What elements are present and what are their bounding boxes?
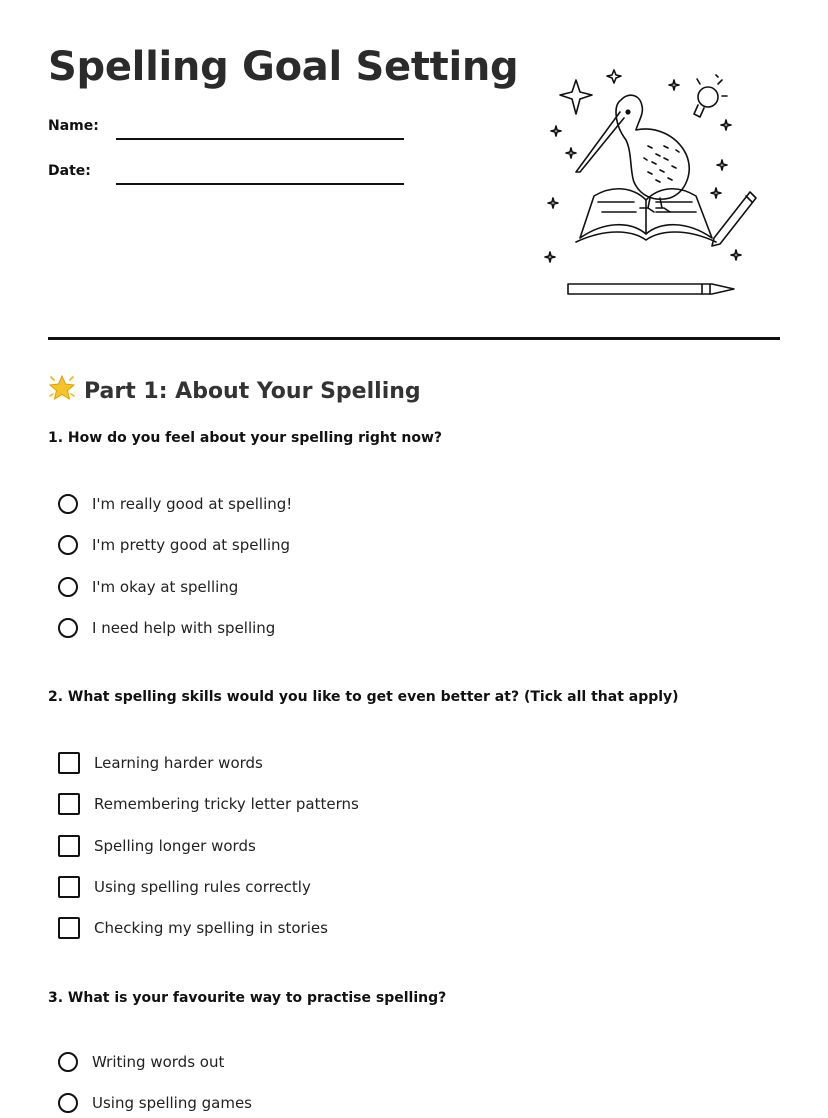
q1-option-1[interactable] bbox=[58, 492, 292, 516]
question-3: 3. What is your favourite way to practise spelling? bbox=[48, 990, 447, 1006]
option-label: I need help with spelling bbox=[92, 619, 276, 637]
q3-option-2[interactable] bbox=[58, 1091, 252, 1115]
radio-button[interactable] bbox=[58, 494, 78, 514]
option-label: Using spelling rules correctly bbox=[94, 878, 311, 896]
option-label: I'm really good at spelling! bbox=[92, 495, 293, 513]
option-label: Writing words out bbox=[92, 1053, 225, 1071]
page-title: Spelling Goal Setting bbox=[48, 44, 519, 90]
checkbox[interactable] bbox=[58, 876, 80, 898]
q2-option-5[interactable] bbox=[58, 916, 328, 940]
glowing-star-icon bbox=[48, 374, 76, 402]
date-label: Date: bbox=[48, 163, 91, 179]
checkbox[interactable] bbox=[58, 917, 80, 939]
option-label: Using spelling games bbox=[92, 1094, 252, 1112]
name-field bbox=[48, 118, 99, 134]
kiwi-reading-book-icon bbox=[536, 62, 762, 312]
radio-button[interactable] bbox=[58, 1093, 78, 1113]
name-write-line[interactable] bbox=[116, 138, 404, 140]
radio-button[interactable] bbox=[58, 1052, 78, 1072]
checkbox[interactable] bbox=[58, 752, 80, 774]
radio-button[interactable] bbox=[58, 618, 78, 638]
option-label: Spelling longer words bbox=[94, 837, 256, 855]
q3-option-1[interactable] bbox=[58, 1050, 224, 1074]
section-divider bbox=[48, 337, 780, 340]
radio-button[interactable] bbox=[58, 577, 78, 597]
option-label: Learning harder words bbox=[94, 754, 263, 772]
checkbox[interactable] bbox=[58, 835, 80, 857]
name-label: Name: bbox=[48, 118, 99, 134]
radio-button[interactable] bbox=[58, 535, 78, 555]
option-label: Checking my spelling in stories bbox=[94, 919, 328, 937]
option-label: I'm pretty good at spelling bbox=[92, 536, 291, 554]
checkbox[interactable] bbox=[58, 793, 80, 815]
question-2: 2. What spelling skills would you like to get even better at? (Tick all that apply) bbox=[48, 689, 679, 705]
q2-option-4[interactable] bbox=[58, 875, 311, 899]
q1-option-2[interactable] bbox=[58, 533, 290, 557]
q2-option-3[interactable] bbox=[58, 834, 256, 858]
part1-heading bbox=[48, 374, 421, 404]
date-field bbox=[48, 163, 91, 179]
q1-option-4[interactable] bbox=[58, 616, 275, 640]
part1-heading-text: Part 1: About Your Spelling bbox=[84, 379, 421, 404]
question-1: 1. How do you feel about your spelling right now? bbox=[48, 430, 443, 446]
q2-option-1[interactable] bbox=[58, 751, 263, 775]
option-label: I'm okay at spelling bbox=[92, 578, 239, 596]
date-write-line[interactable] bbox=[116, 183, 404, 185]
q1-option-3[interactable] bbox=[58, 575, 238, 599]
option-label: Remembering tricky letter patterns bbox=[94, 795, 359, 813]
q2-option-2[interactable] bbox=[58, 792, 359, 816]
